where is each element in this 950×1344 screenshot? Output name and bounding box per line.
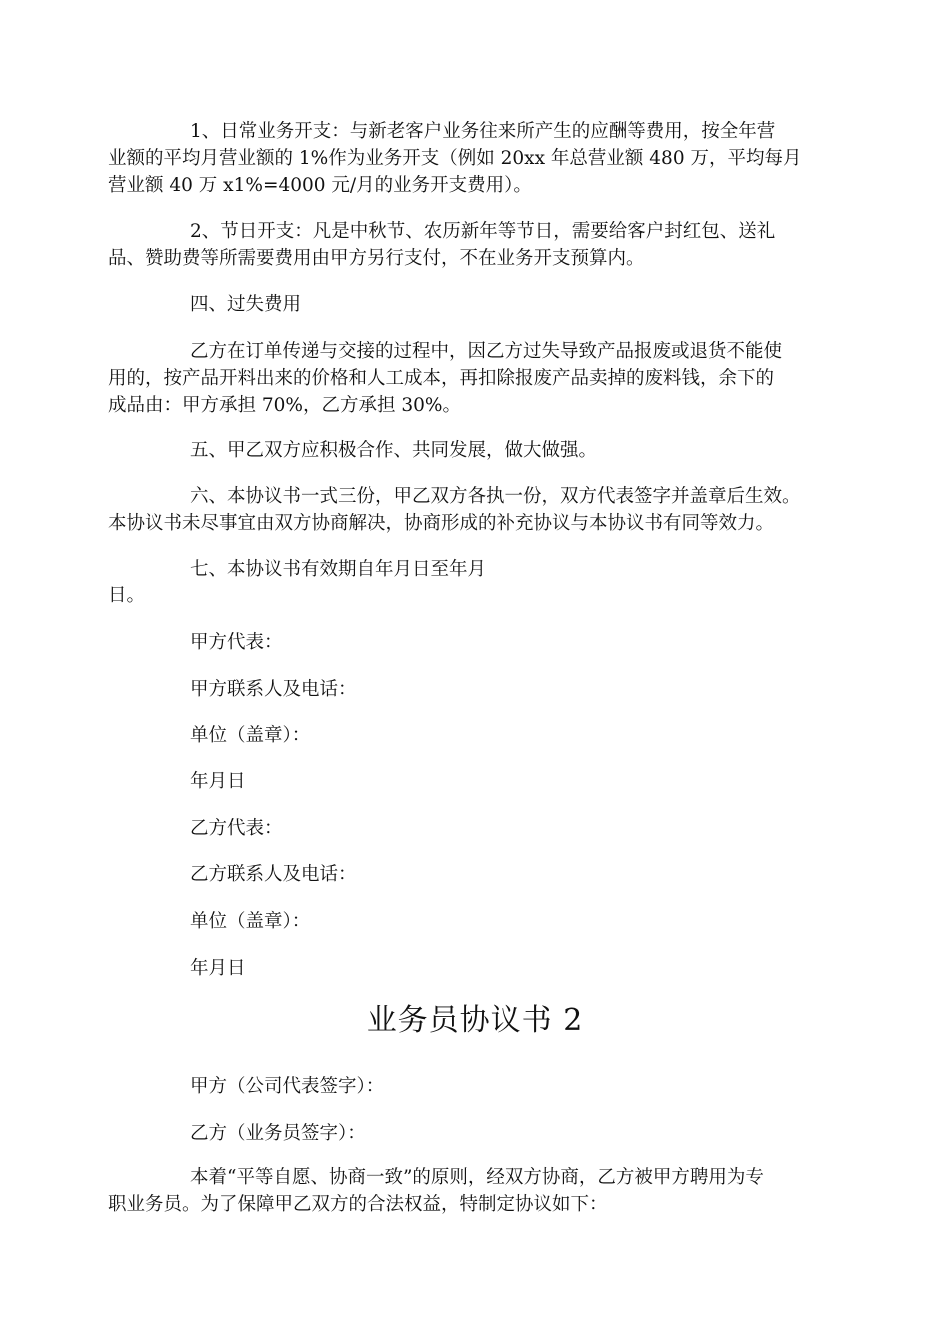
party-b-representative: 乙方代表： [190, 818, 283, 839]
second-party-b-signature: 乙方（业务员签字）： [190, 1123, 366, 1144]
party-b-date: 年月日 [190, 958, 246, 979]
clause-1-line-1: 1、日常业务开支：与新老客户业务往来所产生的应酬等费用，按全年营 [190, 121, 776, 142]
clause-2-line-2: 品、赞助费等所需要费用由甲方另行支付，不在业务开支预算内。 [108, 248, 645, 269]
section-4-heading: 四、过失费用 [190, 294, 302, 315]
clause-1-line-3: 营业额 40 万 x1%=4000 元/月的业务开支费用）。 [108, 175, 532, 196]
party-b-contact: 乙方联系人及电话： [190, 864, 357, 885]
intro-line-2: 职业务员。为了保障甲乙双方的合法权益，特制定协议如下： [108, 1194, 608, 1215]
section-6-line-1: 六、本协议书一式三份，甲乙双方各执一份，双方代表签字并盖章后生效。 [190, 486, 801, 507]
party-a-contact: 甲方联系人及电话： [190, 679, 357, 700]
party-b-unit-seal: 单位（盖章）： [190, 911, 311, 932]
second-document-title: 业务员协议书 2 [366, 1003, 584, 1038]
section-4-line-2: 用的，按产品开料出来的价格和人工成本，再扣除报废产品卖掉的废料钱，余下的 [108, 368, 775, 389]
section-4-line-1: 乙方在订单传递与交接的过程中，因乙方过失导致产品报废或退货不能使 [190, 341, 783, 362]
party-a-representative: 甲方代表： [190, 632, 283, 653]
section-6-line-2: 本协议书未尽事宜由双方协商解决，协商形成的补充协议与本协议书有同等效力。 [108, 513, 775, 534]
party-a-unit-seal: 单位（盖章）： [190, 725, 311, 746]
clause-1-line-2: 业额的平均月营业额的 1%作为业务开支（例如 20xx 年总营业额 480 万，平均每月 [108, 148, 802, 169]
intro-line-1: 本着“平等自愿、协商一致”的原则，经双方协商，乙方被甲方聘用为专 [190, 1167, 764, 1188]
section-7-line-2: 日。 [108, 585, 146, 606]
section-4-line-3: 成品由：甲方承担 70%，乙方承担 30%。 [108, 395, 462, 416]
party-a-date: 年月日 [190, 771, 246, 792]
section-5-text: 五、甲乙双方应积极合作、共同发展，做大做强。 [190, 440, 598, 461]
clause-2-line-1: 2、节日开支：凡是中秋节、农历新年等节日，需要给客户封红包、送礼 [190, 221, 776, 242]
section-7-line-1: 七、本协议书有效期自年月日至年月 [190, 559, 487, 580]
second-party-a-signature: 甲方（公司代表签字）： [190, 1076, 385, 1097]
